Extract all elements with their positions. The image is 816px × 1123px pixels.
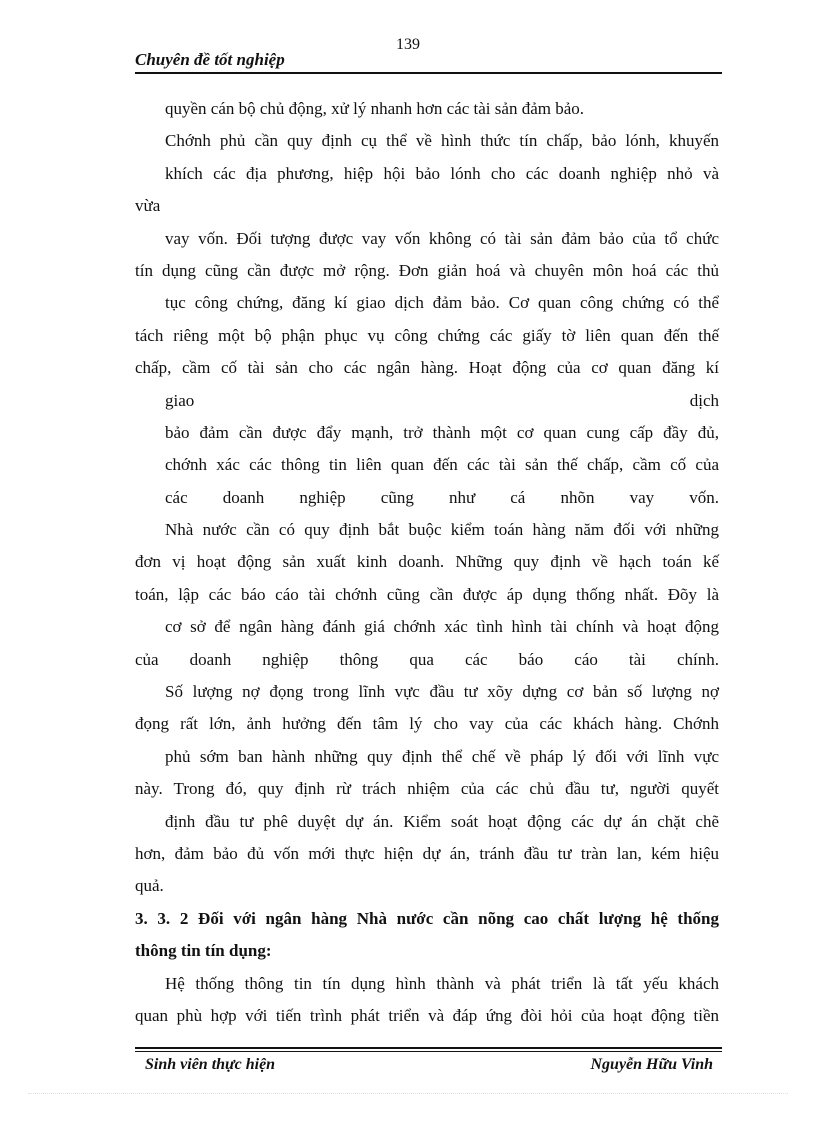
text-line: vừa [135, 196, 161, 216]
text-line: chấp, cầm cố tài sản cho các ngân hàng. Hoạt động của cơ quan đăng kí [135, 358, 719, 378]
footer-author-name: Nguyễn Hữu Vinh [590, 1056, 713, 1073]
text-line: của doanh nghiệp thông qua các báo cáo tài chính. [135, 649, 719, 669]
text-line: định đầu tư phê duyệt dự án. Kiểm soát hoạt động các dự án chặt chẽ [165, 811, 719, 831]
text-line: giao dịch [165, 390, 719, 410]
text-line: quan phù hợp với tiến trình phát triển và đáp ứng đòi hỏi của hoạt động tiền [135, 1005, 719, 1025]
section-heading: thông tin tín dụng: [135, 941, 272, 961]
text-line: cơ sở để ngân hàng đánh giá chớnh xác tình hình tài chính và hoạt động [165, 617, 719, 637]
header-rule [135, 72, 722, 74]
section-heading: 3. 3. 2 Đối với ngân hàng Nhà nước cần nõng cao chất lượng hệ thống [135, 908, 719, 928]
text-line: quyền cán bộ chủ động, xử lý nhanh hơn các tài sản đảm bảo. [165, 99, 585, 118]
text-line: Nhà nước cần có quy định bắt buộc kiểm toán hàng năm đối với những [165, 520, 719, 540]
text-line: toán, lập các báo cáo tài chớnh cũng cần được áp dụng thống nhất. Đõy là [135, 584, 719, 604]
text-line: Chớnh phủ cần quy định cụ thể về hình thức tín chấp, bảo lónh, khuyến [165, 131, 719, 151]
text-line: đọng rất lớn, ảnh hưởng đến tâm lý cho vay của các khách hàng. Chớnh [135, 714, 719, 734]
body-text [135, 93, 719, 1032]
text-line: khích các địa phương, hiệp hội bảo lónh cho các doanh nghiệp nhỏ và [165, 163, 719, 183]
text-line: phủ sớm ban hành những quy định thể chế về pháp lý đối với lĩnh vực [165, 746, 719, 766]
text-line: Hệ thống thông tin tín dụng hình thành và phát triển là tất yếu khách [165, 973, 719, 993]
text-line: đơn vị hoạt động sản xuất kinh doanh. Những quy định về hạch toán kế [135, 552, 719, 572]
text-line: tách riêng một bộ phận phục vụ công chứng các giấy tờ liên quan đến thế [135, 325, 719, 345]
text-line: bảo đảm cần được đẩy mạnh, trở thành một cơ quan cung cấp đầy đủ, [165, 422, 719, 442]
text-line: này. Trong đó, quy định rừ trách nhiệm của các chủ đầu tư, người quyết [135, 779, 719, 799]
text-line: tục công chứng, đăng kí giao dịch đảm bảo. Cơ quan công chứng có thể [165, 293, 719, 313]
footer-rule [135, 1047, 722, 1049]
document-header-title: Chuyên đề tốt nghiệp [135, 50, 285, 69]
page-number: 139 [396, 36, 420, 53]
text-line: hơn, đảm bảo đủ vốn mới thực hiện dự án, tránh đầu tư tràn lan, kém hiệu [135, 843, 719, 863]
text-line: vay vốn. Đối tượng được vay vốn không có tài sản đảm bảo của tổ chức [165, 228, 719, 248]
text-line: quả. [135, 876, 164, 896]
text-line: các doanh nghiệp cũng như cá nhõn vay vốn. [165, 487, 719, 507]
text-line: Số lượng nợ đọng trong lĩnh vực đầu tư xõy dựng cơ bản số lượng nợ [165, 682, 719, 702]
footer-author-label: Sinh viên thực hiện [145, 1056, 276, 1073]
text-line: tín dụng cũng cần được mở rộng. Đơn giản hoá và chuyên môn hoá các thủ [135, 260, 719, 280]
text-line: chớnh xác các thông tin liên quan đến các tài sản thế chấp, cầm cố của [165, 455, 719, 475]
page-bottom-dotted-line [28, 1093, 788, 1094]
footer-rule [135, 1051, 722, 1052]
